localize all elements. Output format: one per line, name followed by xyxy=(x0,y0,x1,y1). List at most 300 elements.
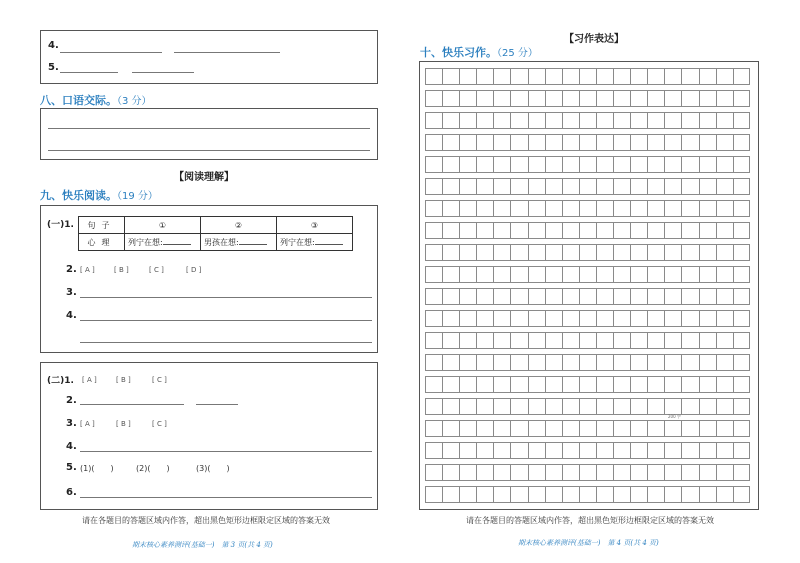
grid-cell[interactable] xyxy=(459,464,476,481)
grid-cell[interactable] xyxy=(681,244,698,261)
grid-cell[interactable] xyxy=(664,354,681,371)
grid-cell[interactable] xyxy=(493,134,510,151)
grid-cell[interactable] xyxy=(425,376,442,393)
grid-cell[interactable] xyxy=(493,332,510,349)
grid-cell[interactable] xyxy=(716,178,733,195)
grid-cell[interactable] xyxy=(459,486,476,503)
grid-cell[interactable] xyxy=(562,464,579,481)
grid-cell[interactable] xyxy=(699,266,716,283)
grid-cell[interactable] xyxy=(647,112,664,129)
grid-cell[interactable] xyxy=(596,68,613,85)
grid-cell[interactable] xyxy=(613,486,630,503)
grid-cell[interactable] xyxy=(647,156,664,173)
grid-cell[interactable] xyxy=(459,156,476,173)
section8-answer-line-1[interactable] xyxy=(48,128,370,129)
grid-cell[interactable] xyxy=(664,464,681,481)
grid-cell[interactable] xyxy=(664,442,681,459)
grid-cell[interactable] xyxy=(733,222,750,239)
grid-cell[interactable] xyxy=(562,266,579,283)
grid-cell[interactable] xyxy=(613,420,630,437)
grid-cell[interactable] xyxy=(681,420,698,437)
grid-cell[interactable] xyxy=(579,68,596,85)
grid-cell[interactable] xyxy=(425,354,442,371)
grid-cell[interactable] xyxy=(681,288,698,305)
grid-cell[interactable] xyxy=(459,442,476,459)
grid-cell[interactable] xyxy=(425,68,442,85)
grid-cell[interactable] xyxy=(613,200,630,217)
grid-cell[interactable] xyxy=(562,68,579,85)
grid-cell[interactable] xyxy=(459,288,476,305)
grid-cell[interactable] xyxy=(459,310,476,327)
grid-cell[interactable] xyxy=(442,486,459,503)
grid-cell[interactable] xyxy=(630,178,647,195)
grid-cell[interactable] xyxy=(528,112,545,129)
grid-cell[interactable] xyxy=(579,354,596,371)
grid-cell[interactable] xyxy=(613,288,630,305)
grid-cell[interactable] xyxy=(493,354,510,371)
grid-cell[interactable] xyxy=(476,112,493,129)
grid-cell[interactable] xyxy=(562,288,579,305)
grid-cell[interactable] xyxy=(545,376,562,393)
grid-cell[interactable] xyxy=(699,90,716,107)
grid-cell[interactable] xyxy=(493,222,510,239)
part1-q4-answer-line-2[interactable] xyxy=(80,342,372,343)
grid-cell[interactable] xyxy=(528,486,545,503)
grid-cell[interactable] xyxy=(476,420,493,437)
grid-cell[interactable] xyxy=(716,332,733,349)
grid-cell[interactable] xyxy=(562,134,579,151)
grid-cell[interactable] xyxy=(699,398,716,415)
grid-cell[interactable] xyxy=(716,486,733,503)
grid-cell[interactable] xyxy=(716,420,733,437)
grid-cell[interactable] xyxy=(579,200,596,217)
grid-cell[interactable] xyxy=(613,354,630,371)
grid-cell[interactable] xyxy=(442,442,459,459)
grid-cell[interactable] xyxy=(647,310,664,327)
grid-cell[interactable] xyxy=(442,332,459,349)
part2-q5-part-2[interactable]: (2)( ) xyxy=(136,464,170,473)
grid-cell[interactable] xyxy=(699,134,716,151)
grid-cell[interactable] xyxy=(596,420,613,437)
grid-cell[interactable] xyxy=(579,222,596,239)
grid-cell[interactable] xyxy=(442,398,459,415)
grid-cell[interactable] xyxy=(647,266,664,283)
grid-cell[interactable] xyxy=(562,222,579,239)
grid-cell[interactable] xyxy=(545,420,562,437)
grid-cell[interactable] xyxy=(510,464,527,481)
part2-q3-option-a[interactable]: [ A ] xyxy=(80,420,95,428)
grid-cell[interactable] xyxy=(510,420,527,437)
grid-cell[interactable] xyxy=(442,134,459,151)
grid-cell[interactable] xyxy=(562,486,579,503)
grid-cell[interactable] xyxy=(630,464,647,481)
grid-cell[interactable] xyxy=(459,222,476,239)
grid-cell[interactable] xyxy=(733,464,750,481)
grid-cell[interactable] xyxy=(562,244,579,261)
part2-q5-part-3[interactable]: (3)( ) xyxy=(196,464,230,473)
grid-cell[interactable] xyxy=(716,112,733,129)
grid-cell[interactable] xyxy=(681,442,698,459)
grid-cell[interactable] xyxy=(596,486,613,503)
grid-cell[interactable] xyxy=(733,486,750,503)
grid-cell[interactable] xyxy=(613,134,630,151)
grid-cell[interactable] xyxy=(545,442,562,459)
grid-cell[interactable] xyxy=(562,156,579,173)
grid-cell[interactable] xyxy=(528,398,545,415)
grid-cell[interactable] xyxy=(716,442,733,459)
grid-cell[interactable] xyxy=(493,486,510,503)
q5-answer-line-2[interactable] xyxy=(132,72,194,73)
grid-cell[interactable] xyxy=(545,90,562,107)
grid-cell[interactable] xyxy=(510,376,527,393)
grid-cell[interactable] xyxy=(596,354,613,371)
grid-cell[interactable] xyxy=(459,332,476,349)
grid-cell[interactable] xyxy=(647,134,664,151)
grid-cell[interactable] xyxy=(630,112,647,129)
grid-cell[interactable] xyxy=(613,376,630,393)
grid-cell[interactable] xyxy=(425,90,442,107)
grid-cell[interactable] xyxy=(493,420,510,437)
grid-cell[interactable] xyxy=(425,112,442,129)
section8-answer-line-2[interactable] xyxy=(48,150,370,151)
grid-cell[interactable] xyxy=(562,310,579,327)
part2-q3-option-b[interactable]: [ B ] xyxy=(116,420,131,428)
grid-cell[interactable] xyxy=(681,90,698,107)
part1-q2-option-a[interactable]: [ A ] xyxy=(80,266,95,274)
q5-answer-line-1[interactable] xyxy=(60,72,118,73)
q4-answer-line-1[interactable] xyxy=(60,52,162,53)
grid-cell[interactable] xyxy=(716,156,733,173)
grid-cell[interactable] xyxy=(442,310,459,327)
grid-cell[interactable] xyxy=(596,376,613,393)
grid-cell[interactable] xyxy=(613,90,630,107)
part2-q6-answer-line[interactable] xyxy=(80,497,372,498)
part1-q2-option-c[interactable]: [ C ] xyxy=(149,266,164,274)
grid-cell[interactable] xyxy=(510,354,527,371)
grid-cell[interactable] xyxy=(664,222,681,239)
grid-cell[interactable] xyxy=(425,134,442,151)
grid-cell[interactable] xyxy=(716,244,733,261)
grid-cell[interactable] xyxy=(664,332,681,349)
grid-cell[interactable] xyxy=(716,68,733,85)
part2-q2-answer-line-1[interactable] xyxy=(80,404,184,405)
grid-cell[interactable] xyxy=(442,354,459,371)
grid-cell[interactable] xyxy=(630,90,647,107)
grid-cell[interactable] xyxy=(699,310,716,327)
part1-q2-option-d[interactable]: [ D ] xyxy=(186,266,202,274)
grid-cell[interactable] xyxy=(528,156,545,173)
grid-cell[interactable] xyxy=(545,464,562,481)
grid-cell[interactable] xyxy=(442,288,459,305)
grid-cell[interactable] xyxy=(459,354,476,371)
grid-cell[interactable] xyxy=(425,200,442,217)
grid-cell[interactable] xyxy=(476,310,493,327)
grid-cell[interactable] xyxy=(716,288,733,305)
grid-cell[interactable] xyxy=(459,266,476,283)
grid-cell[interactable] xyxy=(425,266,442,283)
grid-cell[interactable] xyxy=(545,486,562,503)
table-answer-3[interactable]: 列宁在想: xyxy=(277,234,353,251)
grid-cell[interactable] xyxy=(716,90,733,107)
grid-cell[interactable] xyxy=(459,112,476,129)
grid-cell[interactable] xyxy=(699,442,716,459)
grid-cell[interactable] xyxy=(664,266,681,283)
grid-cell[interactable] xyxy=(630,486,647,503)
grid-cell[interactable] xyxy=(630,244,647,261)
grid-cell[interactable] xyxy=(681,486,698,503)
grid-cell[interactable] xyxy=(664,156,681,173)
grid-cell[interactable] xyxy=(613,68,630,85)
grid-cell[interactable] xyxy=(545,134,562,151)
grid-cell[interactable] xyxy=(647,398,664,415)
grid-cell[interactable] xyxy=(596,464,613,481)
grid-cell[interactable] xyxy=(579,398,596,415)
grid-cell[interactable] xyxy=(596,332,613,349)
grid-cell[interactable] xyxy=(510,310,527,327)
grid-cell[interactable] xyxy=(425,178,442,195)
grid-cell[interactable] xyxy=(681,464,698,481)
grid-cell[interactable] xyxy=(545,244,562,261)
grid-cell[interactable] xyxy=(562,398,579,415)
grid-cell[interactable] xyxy=(425,442,442,459)
grid-cell[interactable] xyxy=(733,288,750,305)
grid-cell[interactable] xyxy=(493,310,510,327)
grid-cell[interactable] xyxy=(476,442,493,459)
part2-q1-option-b[interactable]: [ B ] xyxy=(116,376,131,384)
grid-cell[interactable] xyxy=(664,420,681,437)
grid-cell[interactable] xyxy=(579,156,596,173)
part2-q4-answer-line[interactable] xyxy=(80,451,372,452)
grid-cell[interactable] xyxy=(459,398,476,415)
grid-cell[interactable] xyxy=(681,310,698,327)
grid-cell[interactable] xyxy=(476,266,493,283)
grid-cell[interactable] xyxy=(664,376,681,393)
grid-cell[interactable] xyxy=(699,332,716,349)
grid-cell[interactable] xyxy=(528,288,545,305)
grid-cell[interactable] xyxy=(630,200,647,217)
grid-cell[interactable] xyxy=(442,376,459,393)
grid-cell[interactable] xyxy=(493,68,510,85)
grid-cell[interactable] xyxy=(681,68,698,85)
grid-cell[interactable] xyxy=(630,310,647,327)
grid-cell[interactable] xyxy=(647,486,664,503)
grid-cell[interactable] xyxy=(664,134,681,151)
grid-cell[interactable] xyxy=(647,464,664,481)
grid-cell[interactable] xyxy=(733,134,750,151)
grid-cell[interactable] xyxy=(733,200,750,217)
grid-cell[interactable] xyxy=(699,486,716,503)
grid-cell[interactable] xyxy=(630,134,647,151)
grid-cell[interactable] xyxy=(579,90,596,107)
grid-cell[interactable] xyxy=(596,244,613,261)
grid-cell[interactable] xyxy=(425,420,442,437)
part1-q4-answer-line-1[interactable] xyxy=(80,320,372,321)
grid-cell[interactable] xyxy=(425,464,442,481)
grid-cell[interactable] xyxy=(459,420,476,437)
grid-cell[interactable] xyxy=(442,178,459,195)
grid-cell[interactable] xyxy=(613,266,630,283)
grid-cell[interactable] xyxy=(510,200,527,217)
grid-cell[interactable] xyxy=(647,90,664,107)
grid-cell[interactable] xyxy=(630,354,647,371)
grid-cell[interactable] xyxy=(716,464,733,481)
part1-q2-option-b[interactable]: [ B ] xyxy=(114,266,129,274)
part2-q5-part-1[interactable]: (1)( ) xyxy=(80,464,114,473)
grid-cell[interactable] xyxy=(681,222,698,239)
grid-cell[interactable] xyxy=(442,68,459,85)
grid-cell[interactable] xyxy=(733,156,750,173)
grid-cell[interactable] xyxy=(613,398,630,415)
grid-cell[interactable] xyxy=(476,332,493,349)
grid-cell[interactable] xyxy=(562,442,579,459)
grid-cell[interactable] xyxy=(510,68,527,85)
grid-cell[interactable] xyxy=(562,376,579,393)
grid-cell[interactable] xyxy=(699,178,716,195)
grid-cell[interactable] xyxy=(733,68,750,85)
grid-cell[interactable] xyxy=(459,244,476,261)
grid-cell[interactable] xyxy=(613,332,630,349)
grid-cell[interactable] xyxy=(476,288,493,305)
grid-cell[interactable] xyxy=(545,68,562,85)
grid-cell[interactable] xyxy=(493,288,510,305)
grid-cell[interactable] xyxy=(425,310,442,327)
grid-cell[interactable] xyxy=(647,68,664,85)
grid-cell[interactable] xyxy=(699,420,716,437)
grid-cell[interactable] xyxy=(647,288,664,305)
grid-cell[interactable] xyxy=(545,222,562,239)
grid-cell[interactable] xyxy=(493,398,510,415)
grid-cell[interactable] xyxy=(733,420,750,437)
part2-q1-option-a[interactable]: [ A ] xyxy=(82,376,97,384)
grid-cell[interactable] xyxy=(579,486,596,503)
grid-cell[interactable] xyxy=(545,178,562,195)
grid-cell[interactable] xyxy=(596,90,613,107)
grid-cell[interactable] xyxy=(699,354,716,371)
grid-cell[interactable] xyxy=(442,222,459,239)
grid-cell[interactable] xyxy=(545,354,562,371)
grid-cell[interactable] xyxy=(596,288,613,305)
grid-cell[interactable] xyxy=(579,442,596,459)
grid-cell[interactable] xyxy=(681,200,698,217)
grid-cell[interactable] xyxy=(733,244,750,261)
grid-cell[interactable] xyxy=(562,112,579,129)
grid-cell[interactable] xyxy=(425,398,442,415)
grid-cell[interactable] xyxy=(664,244,681,261)
grid-cell[interactable] xyxy=(579,134,596,151)
grid-cell[interactable] xyxy=(699,244,716,261)
grid-cell[interactable] xyxy=(562,354,579,371)
grid-cell[interactable] xyxy=(664,288,681,305)
grid-cell[interactable] xyxy=(579,112,596,129)
grid-cell[interactable] xyxy=(630,222,647,239)
grid-cell[interactable] xyxy=(562,200,579,217)
grid-cell[interactable] xyxy=(493,244,510,261)
grid-cell[interactable] xyxy=(596,266,613,283)
grid-cell[interactable] xyxy=(425,244,442,261)
grid-cell[interactable] xyxy=(528,90,545,107)
grid-cell[interactable] xyxy=(528,68,545,85)
grid-cell[interactable] xyxy=(510,112,527,129)
grid-cell[interactable] xyxy=(476,200,493,217)
grid-cell[interactable] xyxy=(647,354,664,371)
grid-cell[interactable] xyxy=(528,222,545,239)
grid-cell[interactable] xyxy=(545,398,562,415)
grid-cell[interactable] xyxy=(647,200,664,217)
grid-cell[interactable] xyxy=(716,222,733,239)
grid-cell[interactable] xyxy=(425,486,442,503)
grid-cell[interactable] xyxy=(681,332,698,349)
grid-cell[interactable] xyxy=(528,310,545,327)
grid-cell[interactable] xyxy=(664,398,681,415)
grid-cell[interactable] xyxy=(442,420,459,437)
grid-cell[interactable] xyxy=(579,310,596,327)
grid-cell[interactable] xyxy=(476,486,493,503)
grid-cell[interactable] xyxy=(528,354,545,371)
grid-cell[interactable] xyxy=(647,244,664,261)
grid-cell[interactable] xyxy=(493,178,510,195)
grid-cell[interactable] xyxy=(510,222,527,239)
grid-cell[interactable] xyxy=(613,112,630,129)
grid-cell[interactable] xyxy=(613,244,630,261)
grid-cell[interactable] xyxy=(699,222,716,239)
grid-cell[interactable] xyxy=(681,376,698,393)
part2-q1-option-c[interactable]: [ C ] xyxy=(152,376,167,384)
grid-cell[interactable] xyxy=(596,310,613,327)
grid-cell[interactable] xyxy=(613,464,630,481)
grid-cell[interactable] xyxy=(442,112,459,129)
grid-cell[interactable] xyxy=(699,156,716,173)
grid-cell[interactable] xyxy=(510,178,527,195)
grid-cell[interactable] xyxy=(528,244,545,261)
grid-cell[interactable] xyxy=(733,266,750,283)
grid-cell[interactable] xyxy=(579,376,596,393)
grid-cell[interactable] xyxy=(681,354,698,371)
grid-cell[interactable] xyxy=(476,354,493,371)
part1-q3-answer-line[interactable] xyxy=(80,297,372,298)
grid-cell[interactable] xyxy=(493,90,510,107)
grid-cell[interactable] xyxy=(647,442,664,459)
grid-cell[interactable] xyxy=(442,156,459,173)
grid-cell[interactable] xyxy=(425,332,442,349)
grid-cell[interactable] xyxy=(630,266,647,283)
grid-cell[interactable] xyxy=(442,464,459,481)
grid-cell[interactable] xyxy=(459,68,476,85)
grid-cell[interactable] xyxy=(459,376,476,393)
grid-cell[interactable] xyxy=(681,134,698,151)
grid-cell[interactable] xyxy=(699,68,716,85)
grid-cell[interactable] xyxy=(459,90,476,107)
grid-cell[interactable] xyxy=(476,156,493,173)
grid-cell[interactable] xyxy=(664,68,681,85)
grid-cell[interactable] xyxy=(528,266,545,283)
grid-cell[interactable] xyxy=(596,398,613,415)
grid-cell[interactable] xyxy=(681,178,698,195)
grid-cell[interactable] xyxy=(579,464,596,481)
grid-cell[interactable] xyxy=(493,266,510,283)
grid-cell[interactable] xyxy=(493,112,510,129)
grid-cell[interactable] xyxy=(545,200,562,217)
grid-cell[interactable] xyxy=(596,200,613,217)
grid-cell[interactable] xyxy=(647,222,664,239)
grid-cell[interactable] xyxy=(510,134,527,151)
grid-cell[interactable] xyxy=(528,442,545,459)
grid-cell[interactable] xyxy=(733,90,750,107)
grid-cell[interactable] xyxy=(664,178,681,195)
grid-cell[interactable] xyxy=(528,376,545,393)
grid-cell[interactable] xyxy=(630,288,647,305)
table-answer-1[interactable]: 列宁在想: xyxy=(125,234,201,251)
grid-cell[interactable] xyxy=(733,112,750,129)
